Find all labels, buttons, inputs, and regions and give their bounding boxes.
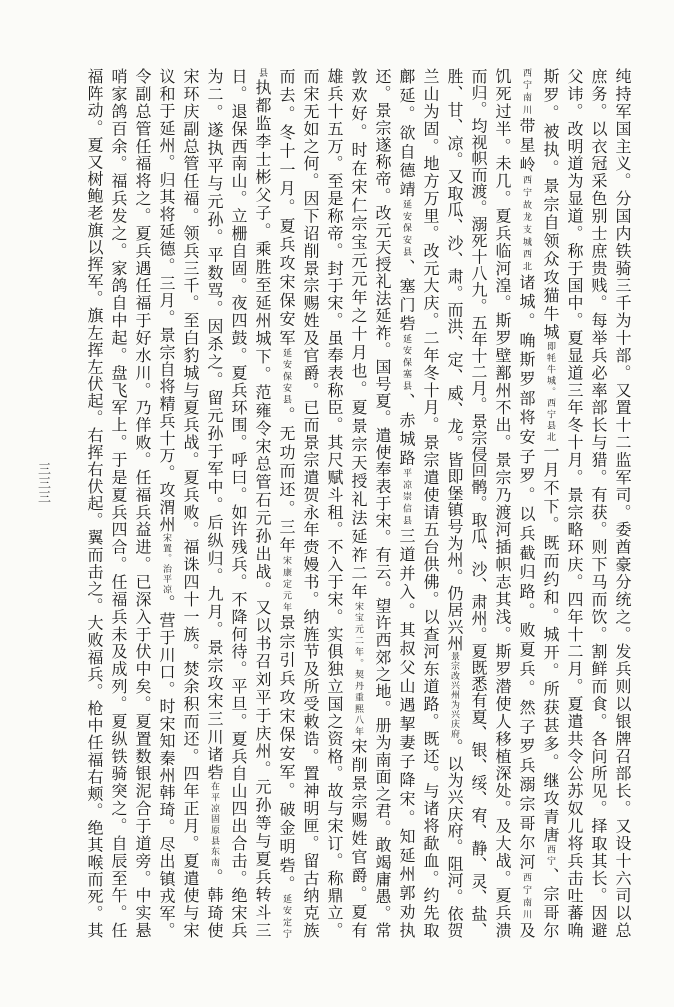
text-run: 庶务。以衣冠采色别士庶贵贱。每举兵必率部长与猎。有获。则下马而饮。割鲜而食。各问所见。择取其长。因避 [589,68,608,938]
annotation-note: 延安保安县 [281,348,291,407]
text-run: 带星岭 [517,117,536,176]
text-column [538,68,562,938]
text-column [178,68,202,938]
text-column [226,68,250,938]
text-column [442,68,466,938]
annotation-note: 延安定宁 [281,894,291,938]
text-run: 、赤城路 [397,392,416,469]
text-run: 福阵动。夏又树鲍老旗以挥军。旗左挥左伏起。右挥右伏起。翼而击之。大败福兵。枪中任福右颊。绝其喉而死。其 [85,68,104,938]
text-run: 一月不下。既而约和。城开。所获甚多。继攻青唐 [541,443,560,845]
text-run: 宋削景宗赐姓官爵。夏有 [349,738,368,938]
annotation-note: 在平凉固原县东南 [209,781,219,869]
text-run: 诸城。唃斯罗部将安子罗。以兵截归路。败夏兵。然子罗兵溺宗哥尔河 [517,273,536,873]
annotation-note: 延安保安县 [401,199,411,259]
text-run: 饥死过半。未几。夏兵临河湟。斯罗壁鄯州不出。景宗乃渡河插帜志其浅。斯罗潜使人移植深处。及大战。夏兵溃 [493,68,512,938]
text-run: 。营于川口。时宋知秦州韩琦。尽出镇戎军。 [157,594,176,938]
text-run: 及 [517,922,536,938]
text-column [610,68,634,938]
text-column [130,68,154,938]
annotation-note: 延安保塞县 [401,333,411,393]
text-run: 执都监李士彬父子。乘胜至延州城下。范雍令宋总管石元孙出战。又以书召刘平于庆州。元孙等与夏兵转斗三 [253,78,272,938]
text-column [394,68,418,938]
text-run: 兰山为固。地方万里。改元大庆。二年冬十月。景宗遣使请五台供佛。以查河东道路。既还。与诸将歃血。约先取 [421,68,440,938]
text-run: 胜、甘、凉。又取瓜、沙、肃。而洪、定、威、龙。皆即堡镇号为州。仍居兴州 [445,68,464,652]
text-column [298,68,322,938]
annotation-note: 西宁南川 [521,68,531,118]
text-column [370,68,394,938]
text-column [418,68,442,938]
text-column [250,68,274,938]
text-run: 三道并入。其叔父山遇挈妻子降宋。知延州郭劝执 [397,527,416,938]
text-run: 纯持军国主义。分国内铁骑三千为十部。又置十二监军司。委酋豪分统之。发兵则以银牌召部长。又设十六司以总 [613,68,632,938]
annotation-note: 即牦牛城。西宁县北 [545,341,555,444]
text-run: 还。景宗遂称帝。改元天授礼法延祚。国号夏。遣使奉表于宋。有云。望许西郊之地。册为南面之君。敢竭庸愚。常 [373,68,392,938]
text-run: 令副总管任福将之。夏兵遇任福于好水川。乃佯败。任福兵益进。已深入于伏中矣。夏置数银泥合于道旁。中实悬 [133,68,152,938]
annotation-note: 西宁 [545,844,555,868]
text-column [562,68,586,938]
text-column [322,68,346,938]
text-run: 而归。均视帜而渡。溺死十八九。五年十二月。景宗侵回鹘。取瓜、沙、肃州。夏既悉有夏、银、绥、宥、静、灵、盐、 [469,68,488,938]
text-run: 为二。遂执平与元孙。平数骂。因杀之。留元孙于军中。后纵归。九月。景宗攻宋三川诸砦 [205,68,224,782]
text-column [154,68,178,938]
text-run: 而去。冬十一月。夏兵攻宋保安军 [277,68,296,348]
annotation-note: 宋康定元年 [281,555,291,615]
page-number: 三三三 [35,462,50,504]
text-body [82,68,634,938]
text-run: 日。退保西南山。立栅自固。夜四鼓。夏兵环围。呼曰。如许残兵。不降何待。平旦。夏兵自山四出合击。绝宋兵 [229,68,248,938]
annotation-note: 西宁故龙支城西北 [521,175,531,274]
text-column [202,68,226,938]
text-column [106,68,130,938]
text-column [346,68,370,938]
text-run: 。韩琦使 [205,868,224,938]
text-run: 斯罗。被执。景宗自领众攻猫牛城 [541,68,560,342]
text-run: 敦欢好。时在宋仁宗宝元元年之十月也。夏景宗天授礼法延祚二年 [349,68,368,602]
text-column [82,68,106,938]
annotation-note: 宋置。治平凉 [161,533,171,595]
text-run: 、塞门砦 [397,258,416,334]
text-column [466,68,490,938]
text-run: 议和于延州。归其将延德。三月。景宗自将精兵十万。攻渭州 [157,68,176,534]
text-run: 鄜延。欲自德靖 [397,68,416,200]
text-run: 父讳。改明道为显道。称于国中。夏显道三年冬十月。景宗略环庆。四年十二月。夏遣共令公苏奴儿将兵击吐蕃唃 [565,68,584,938]
text-run: 。以为兴庆府。阻河。依贺 [445,738,464,938]
text-run: 而宋无如之何。因下诏削景宗赐姓及官爵。已而景宗遣贺永年赍嫚书。纳旌节及所受敕诰。置神明匣。留古纳克族 [301,68,320,938]
annotation-note: 县 [257,68,267,79]
text-column [274,68,298,938]
text-run: 景宗引兵攻宋保安军。破金明砦。 [277,614,296,895]
text-run: 、宗哥尔 [541,867,560,938]
annotation-note: 平凉崇信县 [401,468,411,528]
text-column [586,68,610,938]
text-run: 宋环庆副总管任福。领兵三千。至白豹城与夏兵战。夏兵败。福诛四十一族。焚余积而还。四年正月。夏遣使与宋 [181,68,200,938]
text-run: 雄兵十五万。至是称帝。封于宋。虽奉表称臣。其尺赋斗租。不入于宋。实俱独立国之资格。故与宋订。称鼎立。 [325,68,344,938]
annotation-note: 西宁南川 [521,872,531,923]
annotation-note: 景宗改兴州为兴庆府 [449,651,459,739]
annotation-note: 宋宝元二年。契丹重熙八年 [353,601,363,739]
text-column [514,68,538,938]
text-run: 哨家鸽百余。福兵发之。家鸽自中起。盘飞军上。于是夏兵四合。任福兵未及成列。夏纵铁骑突之。自辰至午。任 [109,68,128,938]
text-run: 。无功而还。三年 [277,406,296,556]
text-column [490,68,514,938]
